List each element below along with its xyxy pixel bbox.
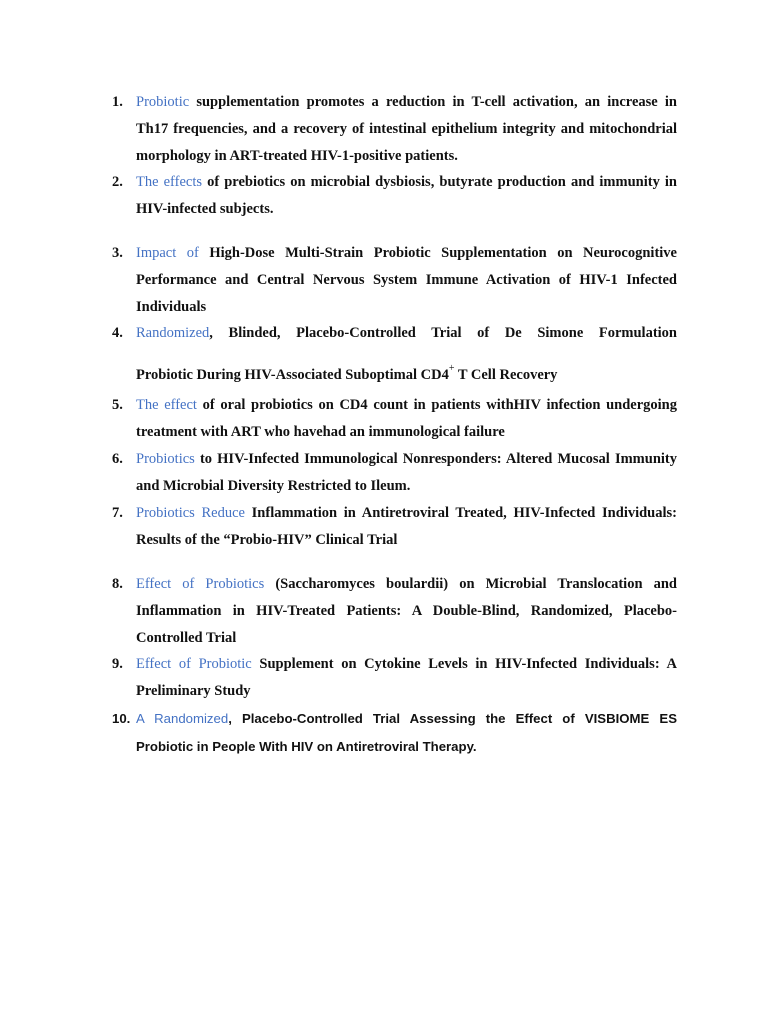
reference-number: 5. bbox=[112, 397, 123, 413]
reference-link[interactable]: The effect bbox=[136, 397, 197, 413]
reference-link[interactable]: Probiotics Reduce bbox=[136, 505, 245, 521]
reference-link[interactable]: Impact of bbox=[136, 245, 199, 261]
reference-link[interactable]: Probiotics bbox=[136, 451, 195, 467]
reference-number: 2. bbox=[112, 174, 123, 190]
reference-number: 3. bbox=[112, 245, 123, 261]
reference-title: supplementation promotes a reduction in T-cell activation, an increase in Th17 frequencies, and a recovery of intestinal epithelium integrity and mitochondrial morphology in ART-treated HIV-1-positive patients. bbox=[136, 94, 677, 164]
reference-link[interactable]: A Randomized bbox=[136, 711, 229, 726]
reference-link[interactable]: Effect of Probiotics bbox=[136, 576, 265, 592]
reference-title: (Saccharomyces boulardii) on Microbial Translocation and Inflammation in HIV-Treated Patients: A Double-Blind, Randomized, Placebo-Controlled Trial bbox=[136, 576, 677, 646]
reference-link[interactable]: Probiotic bbox=[136, 94, 190, 110]
reference-title: Probiotic During HIV-Associated Suboptimal CD4 bbox=[136, 367, 449, 383]
reference-text bbox=[136, 705, 677, 761]
reference-title: High-Dose Multi-Strain Probiotic Supplementation on Neurocognitive Performance and Central Nervous System Immune Activation of HIV-1 Infected Individuals bbox=[136, 245, 677, 315]
reference-number: 6. bbox=[112, 451, 123, 467]
reference-text bbox=[136, 571, 677, 652]
reference-title: Inflammation in Antiretroviral Treated, HIV-Infected Individuals: Results of the “Probio-HIV” Clinical Trial bbox=[136, 505, 678, 548]
reference-text bbox=[136, 169, 677, 223]
reference-title: Supplement on Cytokine Levels in HIV-Infected Individuals: A Preliminary Study bbox=[136, 656, 677, 699]
reference-text bbox=[136, 651, 677, 705]
reference-link[interactable]: The effects bbox=[136, 174, 202, 190]
reference-text bbox=[136, 392, 677, 446]
reference-text-line1 bbox=[136, 320, 677, 347]
reference-number: 8. bbox=[112, 576, 123, 592]
reference-title: , Blinded, Placebo-Controlled Trial of De Simone Formulation bbox=[209, 325, 677, 341]
reference-title: to HIV-Infected Immunological Nonresponders: Altered Mucosal Immunity and Microbial Diversity Restricted to Ileum. bbox=[136, 451, 677, 494]
reference-number: 4. bbox=[112, 325, 123, 341]
reference-text bbox=[136, 89, 677, 170]
reference-text-line2 bbox=[136, 362, 677, 389]
reference-link[interactable]: Effect of Probiotic bbox=[136, 656, 252, 672]
reference-title: , Placebo-Controlled Trial Assessing the Effect of VISBIOME ES Probiotic in People With HIV on Antiretroviral Therapy. bbox=[136, 711, 677, 754]
reference-title: of oral probiotics on CD4 count in patients withHIV infection undergoing treatment with ART who havehad an immunological failure bbox=[136, 397, 677, 440]
superscript: + bbox=[448, 363, 455, 374]
reference-number: 9. bbox=[112, 656, 123, 672]
reference-title: of prebiotics on microbial dysbiosis, butyrate production and immunity in HIV-infected subjects. bbox=[136, 174, 677, 217]
reference-number: 10. bbox=[112, 711, 131, 726]
reference-link[interactable]: Randomized bbox=[136, 325, 210, 341]
reference-number: 1. bbox=[112, 94, 123, 110]
reference-title: T Cell Recovery bbox=[454, 367, 558, 383]
reference-text bbox=[136, 240, 677, 321]
reference-number: 7. bbox=[112, 505, 123, 521]
reference-text bbox=[136, 446, 677, 500]
reference-text bbox=[136, 500, 677, 554]
